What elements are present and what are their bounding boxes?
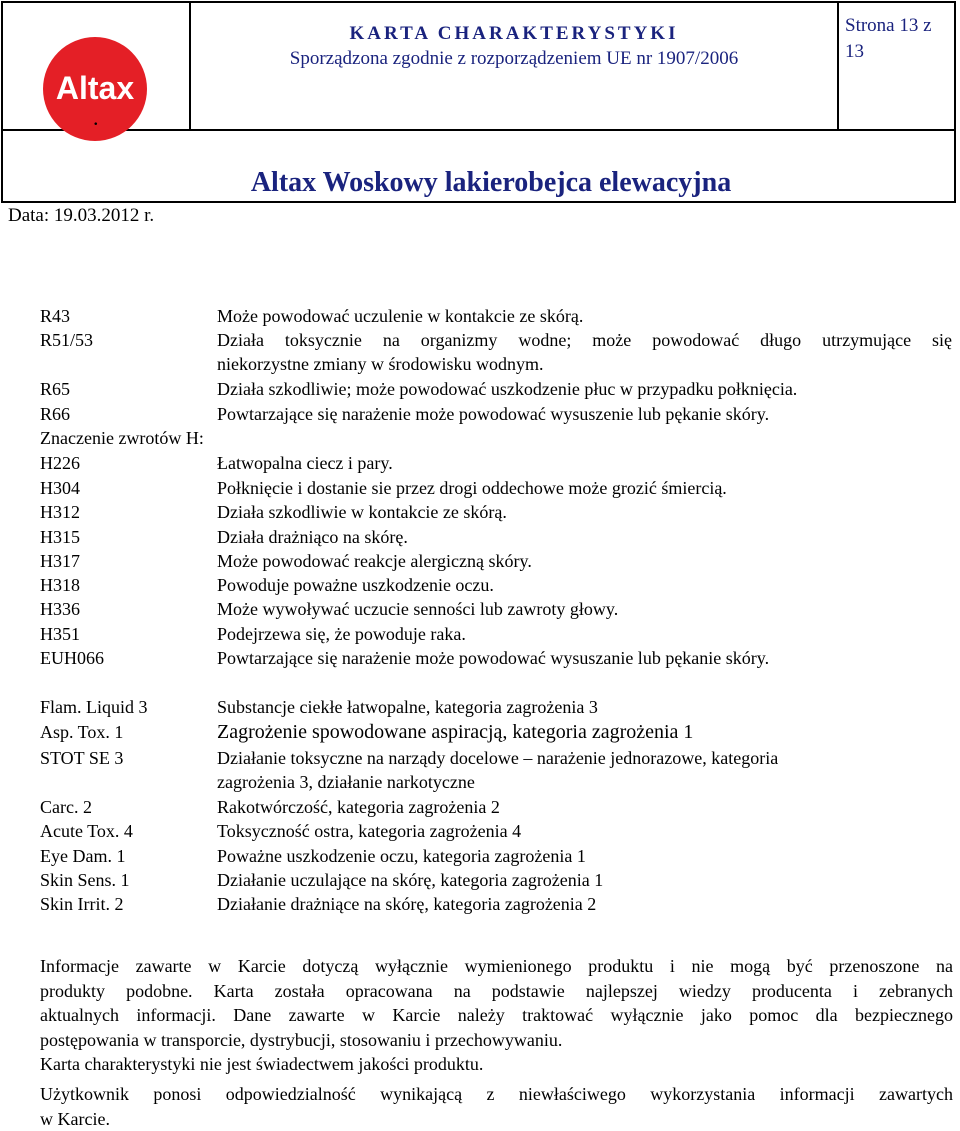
phrase-code: H312: [40, 500, 80, 524]
phrase-text: Podejrzewa się, że powoduje raka.: [217, 622, 466, 646]
phrase-text: Działa drażniąco na skórę.: [217, 525, 408, 549]
phrase-text: niekorzystne zmiany w środowisku wodnym.: [217, 352, 543, 376]
class-text: Działanie uczulające na skórę, kategoria zagrożenia 1: [217, 868, 603, 892]
phrase-code: H317: [40, 549, 80, 573]
logo-dot: .: [93, 105, 99, 131]
paragraph-line: Informacje zawarte w Karcie dotyczą wyłącznie wymienionego produktu i nie mogą być przenoszone na: [40, 954, 953, 979]
product-name: Altax Woskowy lakierobejca elewacyjna: [191, 167, 791, 199]
class-text: Rakotwórczość, kategoria zagrożenia 2: [217, 795, 500, 819]
phrase-text: Łatwopalna ciecz i pary.: [217, 451, 393, 475]
h-heading: Znaczenie zwrotów H:: [40, 426, 204, 450]
page-number-line1: Strona 13 z: [845, 13, 955, 39]
phrase-code: R66: [40, 402, 70, 426]
class-code: Eye Dam. 1: [40, 844, 125, 868]
class-text: zagrożenia 3, działanie narkotyczne: [217, 770, 475, 794]
phrase-text: Połknięcie i dostanie sie przez drogi oddechowe może grozić śmiercią.: [217, 476, 727, 500]
phrase-code: H318: [40, 573, 80, 597]
liability-paragraph: [40, 1082, 953, 1131]
phrase-text: Może wywoływać uczucie senności lub zawroty głowy.: [217, 597, 618, 621]
phrase-code: R51/53: [40, 328, 93, 352]
info-paragraph: [40, 954, 953, 1077]
class-code: Acute Tox. 4: [40, 819, 133, 843]
regulation-note: Sporządzona zgodnie z rozporządzeniem UE nr 1907/2006: [191, 48, 837, 70]
phrase-code: R43: [40, 304, 70, 328]
not-certificate-note: Karta charakterystyki nie jest świadectwem jakości produktu.: [40, 1052, 953, 1077]
phrase-code: H351: [40, 622, 80, 646]
class-text: Działanie drażniące na skórę, kategoria zagrożenia 2: [217, 892, 596, 916]
page-number-line2: 13: [845, 39, 955, 65]
phrase-code: R65: [40, 377, 70, 401]
class-code: Skin Irrit. 2: [40, 892, 124, 916]
phrase-code: H226: [40, 451, 80, 475]
phrase-text: Powoduje poważne uszkodzenie oczu.: [217, 573, 494, 597]
class-code: Carc. 2: [40, 795, 92, 819]
paragraph-line: aktualnych informacji. Dane zawarte w Karcie należy traktować wyłącznie jako pomoc dla bezpiecznego: [40, 1003, 953, 1028]
phrase-text: Powtarzające się narażenie może powodować wysuszenie lub pękanie skóry.: [217, 402, 769, 426]
phrase-text: Może powodować reakcje alergiczną skóry.: [217, 549, 532, 573]
paragraph-line: Użytkownik ponosi odpowiedzialność wynikającą z niewłaściwego wykorzystania informacji zawartych: [40, 1082, 953, 1107]
paragraph-line: w Karcie.: [40, 1107, 953, 1131]
header-divider: [189, 129, 954, 131]
paragraph-line: produkty podobne. Karta została opracowana na podstawie najlepszej wiedzy producenta i zebranych: [40, 979, 953, 1004]
class-code: Skin Sens. 1: [40, 868, 130, 892]
phrase-code: H336: [40, 597, 80, 621]
phrase-text: Może powodować uczulenie w kontakcie ze skórą.: [217, 304, 583, 328]
class-text: Zagrożenie spowodowane aspiracją, kategoria zagrożenia 1: [217, 720, 693, 744]
logo-text: Altax: [56, 70, 134, 106]
class-text: Toksyczność ostra, kategoria zagrożenia 4: [217, 819, 521, 843]
page-number: [845, 13, 955, 65]
class-code: STOT SE 3: [40, 746, 123, 770]
phrase-text: Działa szkodliwie w kontakcie ze skórą.: [217, 500, 507, 524]
class-text: Substancje ciekłe łatwopalne, kategoria zagrożenia 3: [217, 695, 598, 719]
class-code: Flam. Liquid 3: [40, 695, 148, 719]
class-text: Działanie toksyczne na narządy docelowe – narażenie jednorazowe, kategoria: [217, 746, 778, 770]
paragraph-line: postępowania w transporcie, dystrybucji, stosowaniu i przechowywaniu.: [40, 1028, 953, 1053]
phrase-code: H304: [40, 476, 80, 500]
phrase-text: Działa szkodliwie; może powodować uszkodzenie płuc w przypadku połknięcia.: [217, 377, 797, 401]
phrase-code: H315: [40, 525, 80, 549]
header-divider: [837, 3, 839, 129]
class-text: Poważne uszkodzenie oczu, kategoria zagrożenia 1: [217, 844, 586, 868]
document-date: Data: 19.03.2012 r.: [8, 205, 154, 227]
card-title: KARTA CHARAKTERYSTYKI: [191, 23, 837, 45]
phrase-code: EUH066: [40, 646, 104, 670]
class-code: Asp. Tox. 1: [40, 720, 123, 744]
document-header: [1, 1, 956, 203]
phrase-text: Powtarzające się narażenie może powodować wysuszanie lub pękanie skóry.: [217, 646, 769, 670]
phrase-text: Działa toksycznie na organizmy wodne; może powodować długo utrzymujące się: [217, 328, 952, 352]
